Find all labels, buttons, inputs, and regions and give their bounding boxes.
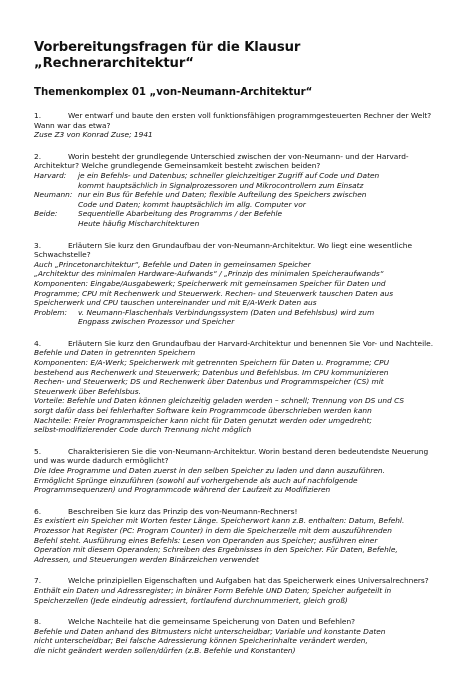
question-text: Welche prinzipiellen Eigenschaften und Aufgaben hat das Speicherwerk eines Universalrechners?	[68, 576, 429, 586]
question-number: 2.	[34, 151, 42, 161]
question-number: 6.	[34, 506, 42, 516]
answer-line: bestehend aus Rechenwerk und Steuerwerk; Datenbus und Befehlsbus. Im CPU kommunizieren	[34, 367, 389, 377]
question-text: Welche Nachteile hat die gemeinsame Speicherung von Daten und Befehlen?	[68, 617, 356, 627]
answer-line: Ermöglicht Sprünge einzuführen (sowohl auf vorhergehende als auch auf nachfolgende	[34, 475, 358, 485]
answer-line: Prozessor hat Register (PC: Program Counter) in dem die Speicherzelle mit dem auszuführenden	[34, 525, 392, 535]
answer-line: sorgt dafür dass bei fehlerhafter Software kein Programmcode überschrieben werden kann	[34, 406, 372, 416]
question-text-block	[34, 617, 442, 627]
answer-line: Nachteile: Freier Programmspeicher kann nicht für Daten genutzt werden oder umgedreht;	[34, 415, 372, 425]
answer-row-text	[78, 209, 442, 228]
answer-line: Es existiert ein Speicher mit Worten fester Länge. Speicherwort kann z.B. enthalten: Datum, Befehl.	[34, 516, 405, 526]
answer-labeled-row	[34, 171, 442, 190]
answer-row-label: Neumann:	[34, 190, 73, 200]
answer-line: Rechen- und Steuerwerk; DS und Rechenwerk über Datenbus und Programmspeicher (CS) mit	[34, 377, 384, 387]
question-text-block	[34, 111, 442, 130]
question-number: 4.	[34, 338, 42, 348]
question-item	[34, 447, 442, 495]
answer-text	[34, 516, 442, 564]
question-text-block	[34, 447, 442, 466]
answer-line: Zuse Z3 von Konrad Zuse; 1941	[34, 130, 153, 140]
answer-line: Befehle und Daten in getrennten Speichern	[34, 348, 196, 358]
answer-row-label: Beide:	[34, 209, 58, 219]
question-list	[34, 111, 442, 656]
answer-labeled-row	[34, 308, 442, 327]
answer-row-label: Harvard:	[34, 170, 67, 180]
answer-line: Speicherwerk und CPU tauschen untereinander und mit E/A-Werk Daten aus	[34, 298, 317, 308]
question-number: 1.	[34, 111, 42, 120]
question-text-block	[34, 507, 442, 517]
answer-line: Enthält ein Daten und Adressregister; in binärer Form Befehle UND Daten; Speicher aufgeteilt in	[34, 585, 392, 595]
answer-line: nicht unterscheidbar; Bei falsche Adressierung können Speicherinhalte verändert werden,	[34, 636, 368, 646]
answer-row-line: Heute häufig Mischarchitekturen	[78, 218, 200, 228]
answer-text	[34, 586, 442, 605]
answer-row-line: kommt hauptsächlich in Signalprozessoren und Mikrocontrollern zum Einsatz	[78, 180, 364, 190]
answer-line: „Architektur des minimalen Hardware-Aufwands“ / „Prinzip des minimalen Speicheraufwands“	[34, 269, 384, 279]
question-number: 8.	[34, 617, 42, 627]
answer-row-line: v. Neumann-Flaschenhals Verbindungssystem (Daten und Befehlsbus) wird zum	[78, 307, 375, 317]
answer-text	[34, 130, 442, 140]
question-text: Charakterisieren Sie die von-Neumann-Architektur. Worin bestand deren bedeutendste Neuerung und was wurde dadurch ermöglicht?	[34, 446, 429, 466]
question-number: 5.	[34, 446, 42, 456]
answer-line: Die Idee Programme und Daten zuerst in den selben Speicher zu laden und dann auszuführen.	[34, 466, 385, 475]
document-title: Vorbereitungsfragen für die Klausur „Rechnerarchitektur“	[34, 40, 301, 71]
answer-text	[34, 348, 442, 434]
answer-line: selbst-modifizierender Code durch Trennung nicht möglich	[34, 425, 252, 435]
answer-row-text	[78, 171, 442, 190]
question-number: 3.	[34, 240, 42, 250]
question-item	[34, 152, 442, 229]
question-text-block	[34, 152, 442, 171]
answer-row-text	[78, 308, 442, 327]
document-page	[34, 40, 442, 656]
answer-line: Befehle und Daten anhand des Bitmusters nicht unterscheidbar; Variable und konstante Daten	[34, 626, 386, 636]
answer-text	[34, 627, 442, 656]
answer-row-line: Engpass zwischen Prozessor und Speicher	[78, 317, 235, 327]
question-text: Erläutern Sie kurz den Grundaufbau der von-Neumann-Architektur. Wo liegt eine wesentliche Schwachstelle?	[34, 240, 412, 260]
answer-row-text	[78, 190, 442, 209]
answer-line: Steuerwerk über Befehlsbus.	[34, 386, 141, 396]
question-item	[34, 576, 442, 605]
question-text: Erläutern Sie kurz den Grundaufbau der Harvard-Architektur und benennen Sie Vor- und Nachteile.	[68, 338, 434, 348]
answer-row-line: je ein Befehls- und Datenbus; schneller gleichzeitiger Zugriff auf Code und Daten	[78, 170, 380, 180]
question-text: Beschreiben Sie kurz das Prinzip des von-Neumann-Rechners!	[68, 506, 298, 516]
question-text-block	[34, 576, 442, 586]
answer-row-line: Sequentielle Abarbeitung des Programms / der Befehle	[78, 209, 283, 219]
answer-text	[34, 260, 442, 308]
answer-line: Vorteile: Befehle und Daten können gleichzeitig geladen werden – schnell; Trennung von DS und CS	[34, 396, 405, 406]
question-text-block	[34, 241, 442, 260]
question-text-block	[34, 339, 442, 349]
answer-line: Programmsequenzen) und Programmcode während der Laufzeit zu Modifizieren	[34, 485, 331, 495]
question-item	[34, 339, 442, 435]
answer-row-label: Problem:	[34, 307, 67, 317]
answer-text	[34, 466, 442, 495]
question-text: Wer entwarf und baute den ersten voll funktionsfähigen programmgesteuerten Rechner der Welt? Wann war das etwa?	[34, 111, 432, 130]
answer-row-line: Code und Daten; kommt hauptsächlich im allg. Computer vor	[78, 199, 306, 209]
answer-line: Komponenten: E/A-Werk; Speicherwerk mit getrennten Speichern für Daten u. Programme; CPU	[34, 358, 389, 368]
document-subtitle: Themenkomplex 01 „von-Neumann-Architektur“	[34, 87, 313, 98]
answer-line: Auch „Princetonarchitektur“, Befehle und Daten in gemeinsamen Speicher	[34, 259, 311, 269]
question-item	[34, 241, 442, 327]
answer-line: Operation mit diesem Operanden; Schreiben des Ergebnisses in den Speicher. Für Daten, Befehle,	[34, 545, 398, 555]
answer-line: Speicherzellen (Jede eindeutig adressiert, fortlaufend durchnummeriert, gleich groß)	[34, 595, 348, 605]
answer-row-line: nur ein Bus für Befehle und Daten; flexible Aufteilung des Speichers zwischen	[78, 190, 367, 200]
answer-line: die nicht geändert werden sollen/dürfen (z.B. Befehle und Konstanten)	[34, 645, 296, 655]
question-item	[34, 507, 442, 565]
answer-line: Programme; CPU mit Rechenwerk und Steuerwerk. Rechen- und Steuerwerk tauschen Daten aus	[34, 288, 394, 298]
answer-labeled-row	[34, 190, 442, 209]
answer-labeled-row	[34, 209, 442, 228]
question-text: Worin besteht der grundlegende Unterschied zwischen der von-Neumann- und der Harvard-Architektur? Welche grundlegende Gemeinsamkeit besteht zwischen beiden?	[34, 151, 409, 171]
question-item	[34, 111, 442, 140]
question-item	[34, 617, 442, 655]
answer-line: Komponenten: Eingabe/Ausgabewerk; Speicherwerk mit gemeinsamen Speicher für Daten und	[34, 278, 386, 288]
answer-line: Adressen, und Steuerungen werden Binärzeichen verwendet	[34, 554, 259, 564]
question-number: 7.	[34, 576, 42, 586]
answer-line: Befehl steht. Ausführung eines Befehls: Lesen von Operanden aus Speicher; ausführen einer	[34, 535, 378, 545]
